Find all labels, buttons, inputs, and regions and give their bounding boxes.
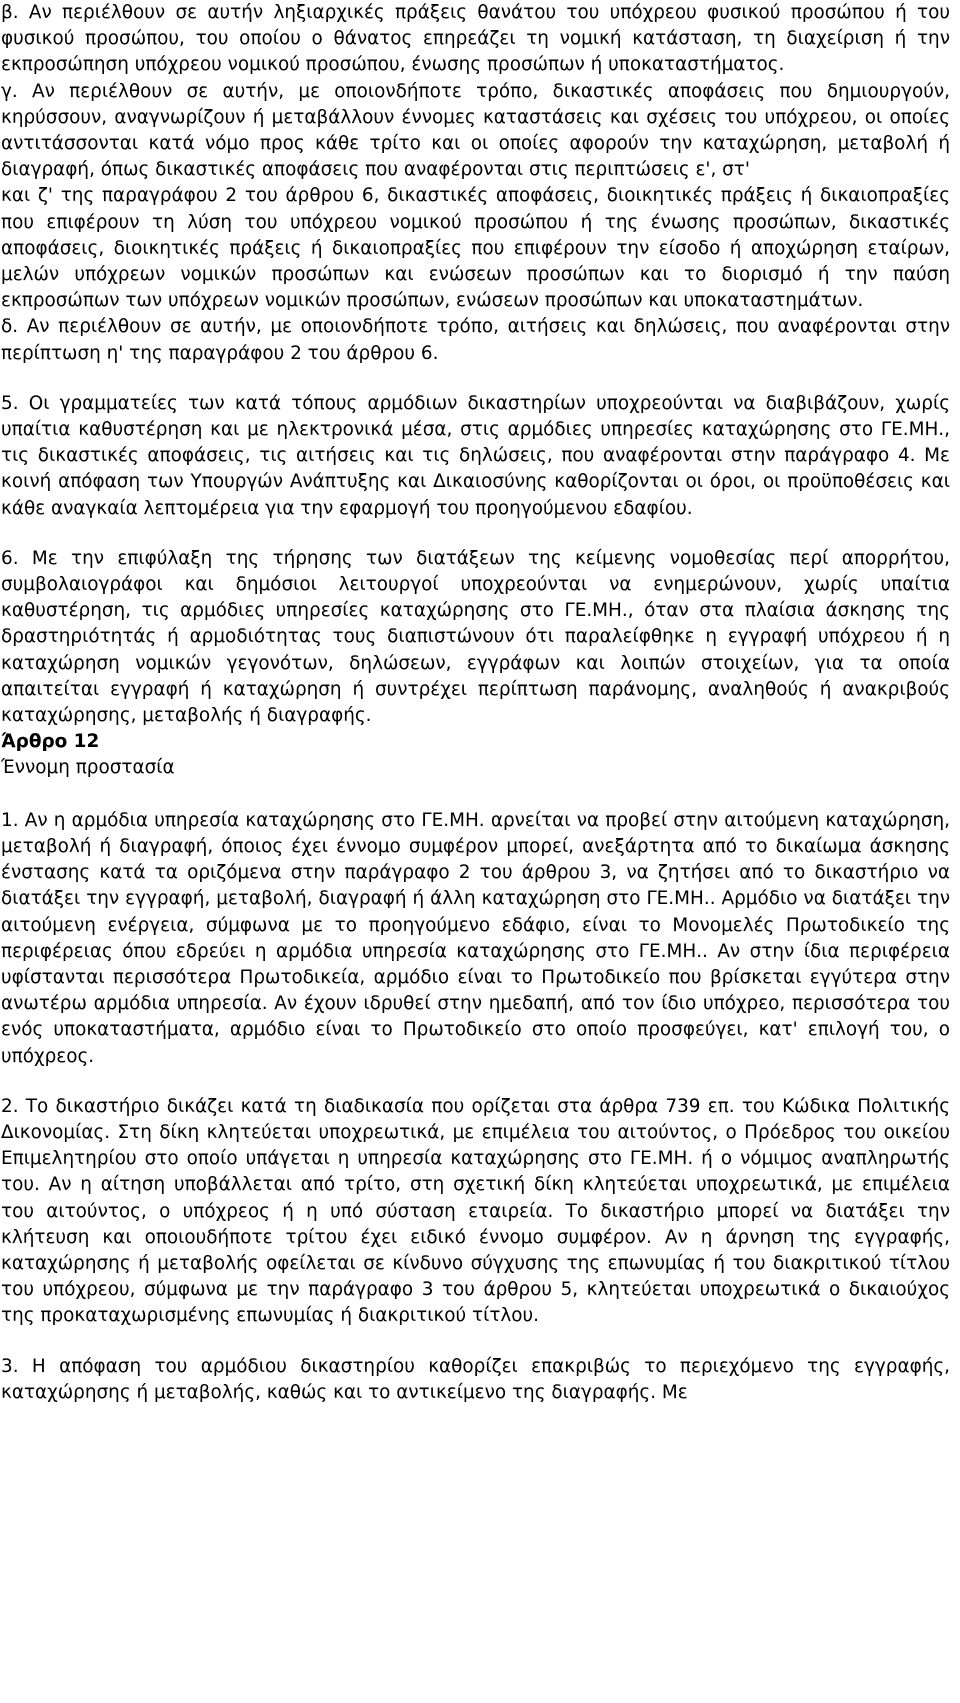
article-heading: Άρθρο 12 [1, 731, 100, 753]
paragraph-gamma: γ. Αν περιέλθουν σε αυτήν, με οποιονδήποτε τρόπο, δικαστικές αποφάσεις που δημιουργούν, κηρύσσουν, αναγνωρίζουν ή μεταβάλλουν έννομες καταστάσεις και σχέσεις του υπόχρεου, οι οποίες αντιτάσσονται κατά νόμο προς κάθε τρίτο και οι οποίες αφορούν την καταχώρηση, μεταβολή ή διαγραφή, όπως δικαστικές αποφάσεις που αναφέρονται στις περιπτώσεις ε', στ' [1, 80, 950, 181]
article-12-paragraph-1: 1. Αν η αρμόδια υπηρεσία καταχώρησης στο ΓΕ.ΜΗ. αρνείται να προβεί στην αιτούμενη καταχώρηση, μεταβολή ή διαγραφή, όποιος έχει έννομο συμφέρον μπορεί, ανεξάρτητα από το δικαίωμα άσκησης ένστασης κατά τα οριζόμενα στην παράγραφο 2 του άρθρου 3, να ζητήσει από το δικαστήριο να διατάξει την εγγραφή, μεταβολή, διαγραφή ή άλλη καταχώρηση στο ΓΕ.ΜΗ.. Αρμόδιο να διατάξει την αιτούμενη ενέργεια, σύμφωνα με το προηγούμενο εδάφιο, είναι το Μονομελές Πρωτοδικείο της περιφέρειας όπου εδρεύει η αρμόδια υπηρεσία καταχώρησης στο ΓΕ.ΜΗ.. Αν στην ίδια περιφέρεια υφίστανται περισσότερα Πρωτοδικεία, αρμόδιο είναι το Πρωτοδικείο που βρίσκεται εγγύτερα στην ανωτέρω αρμόδια υπηρεσία. Αν έχουν ιδρυθεί στην ημεδαπή, από τον ίδιο υπόχρεο, περισσότερα του ενός υποκαταστήματα, αρμόδιο είναι το Πρωτοδικείο στο οποίο προσφεύγει, κατ' επιλογή του, ο υπόχρεος. [1, 809, 950, 1067]
paragraph-5: 5. Οι γραμματείες των κατά τόπους αρμόδιων δικαστηρίων υποχρεούνται να διαβιβάζουν, χωρίς υπαίτια καθυστέρηση και με ηλεκτρονικά μέσα, στις αρμόδιες υπηρεσίες καταχώρησης στο ΓΕ.ΜΗ., τις δικαστικές αποφάσεις, τις αιτήσεις και τις δηλώσεις, που αναφέρονται στην παράγραφο 4. Με κοινή απόφαση των Υπουργών Ανάπτυξης και Δικαιοσύνης καθορίζονται οι όροι, οι προϋποθέσεις και κάθε αναγκαία λεπτομέρεια για την εφαρμογή του προηγούμενου εδαφίου. [1, 392, 950, 519]
paragraph-delta: δ. Αν περιέλθουν σε αυτήν, με οποιονδήποτε τρόπο, αιτήσεις και δηλώσεις, που αναφέρονται στην περίπτωση η' της παραγράφου 2 του άρθρου 6. [1, 316, 950, 364]
article-subtitle: Έννομη προστασία [1, 757, 175, 779]
paragraph-beta: β. Αν περιέλθουν σε αυτήν ληξιαρχικές πράξεις θανάτου του υπόχρεου φυσικού προσώπου ή του φυσικού προσώπου, του οποίου ο θάνατος επηρεάζει τη νομική κατάσταση, τη διαχείριση ή την εκπροσώπηση υπόχρεου νομικού προσώπου, ένωσης προσώπων ή υποκαταστήματος. [1, 2, 950, 76]
article-12-paragraph-3: 3. Η απόφαση του αρμόδιου δικαστηρίου καθορίζει επακριβώς το περιεχόμενο της εγγραφής, καταχώρησης ή μεταβολής, καθώς και το αντικείμενο της διαγραφής. Με [1, 1355, 950, 1403]
paragraph-gamma-continued: και ζ' της παραγράφου 2 του άρθρου 6, δικαστικές αποφάσεις, διοικητικές πράξεις ή δικαιοπραξίες που επιφέρουν τη λύση του υπόχρεου νομικού προσώπου ή της ένωσης προσώπων, δικαστικές αποφάσεις, διοικητικές πράξεις ή δικαιοπραξίες που επιφέρουν την είσοδο ή αποχώρηση εταίρων, μελών υπόχρεων νομικών προσώπων και ενώσεων προσώπων και το διορισμό ή την παύση εκπροσώπων των υπόχρεων νομικών προσώπων, ενώσεων προσώπων και υποκαταστημάτων. [1, 185, 950, 312]
article-12-paragraph-2: 2. Το δικαστήριο δικάζει κατά τη διαδικασία που ορίζεται στα άρθρα 739 επ. του Κώδικα Πολιτικής Δικονομίας. Στη δίκη κλητεύεται υποχρεωτικά, με επιμέλεια του αιτούντος, ο Πρόεδρος του οικείου Επιμελητηρίου στο οποίο υπάγεται η υπηρεσία καταχώρησης στο ΓΕ.ΜΗ. ή ο νόμιμος αναπληρωτής του. Αν η αίτηση υποβάλλεται από τρίτο, στη σχετική δίκη κλητεύεται υποχρεωτικά, με επιμέλεια του αιτούντος, ο υπόχρεος ή η υπό σύσταση εταιρεία. Το δικαστήριο μπορεί να διατάξει την κλήτευση και οποιουδήποτε τρίτου έχει ειδικό έννομο συμφέρον. Αν η άρνηση της εγγραφής, καταχώρησης ή μεταβολής οφείλεται σε κίνδυνο σύγχυσης της επωνυμίας ή του διακριτικού τίτλου του υπόχρεου, σύμφωνα με την παράγραφο 3 του άρθρου 5, κλητεύεται υποχρεωτικά ο δικαιούχος της προκαταχωρισμένης επωνυμίας ή διακριτικού τίτλου. [1, 1095, 950, 1327]
paragraph-6: 6. Με την επιφύλαξη της τήρησης των διατάξεων της κείμενης νομοθεσίας περί απορρήτου, συμβολαιογράφοι και δημόσιοι λειτουργοί υποχρεούνται να ενημερώνουν, χωρίς υπαίτια καθυστέρηση, τις αρμόδιες υπηρεσίες καταχώρησης στο ΓΕ.ΜΗ., όταν στα πλαίσια άσκησης της δραστηριότητάς ή αρμοδιότητας τους διαπιστώνουν ότι παραλείφθηκε η εγγραφή υπόχρεου ή η καταχώρηση νομικών γεγονότων, δηλώσεων, εγγράφων και λοιπών στοιχείων, για τα οποία απαιτείται εγγραφή ή καταχώρηση ή συντρέχει περίπτωση παράνομης, αναληθούς ή ανακριβούς καταχώρησης, μεταβολής ή διαγραφής. [1, 547, 950, 727]
